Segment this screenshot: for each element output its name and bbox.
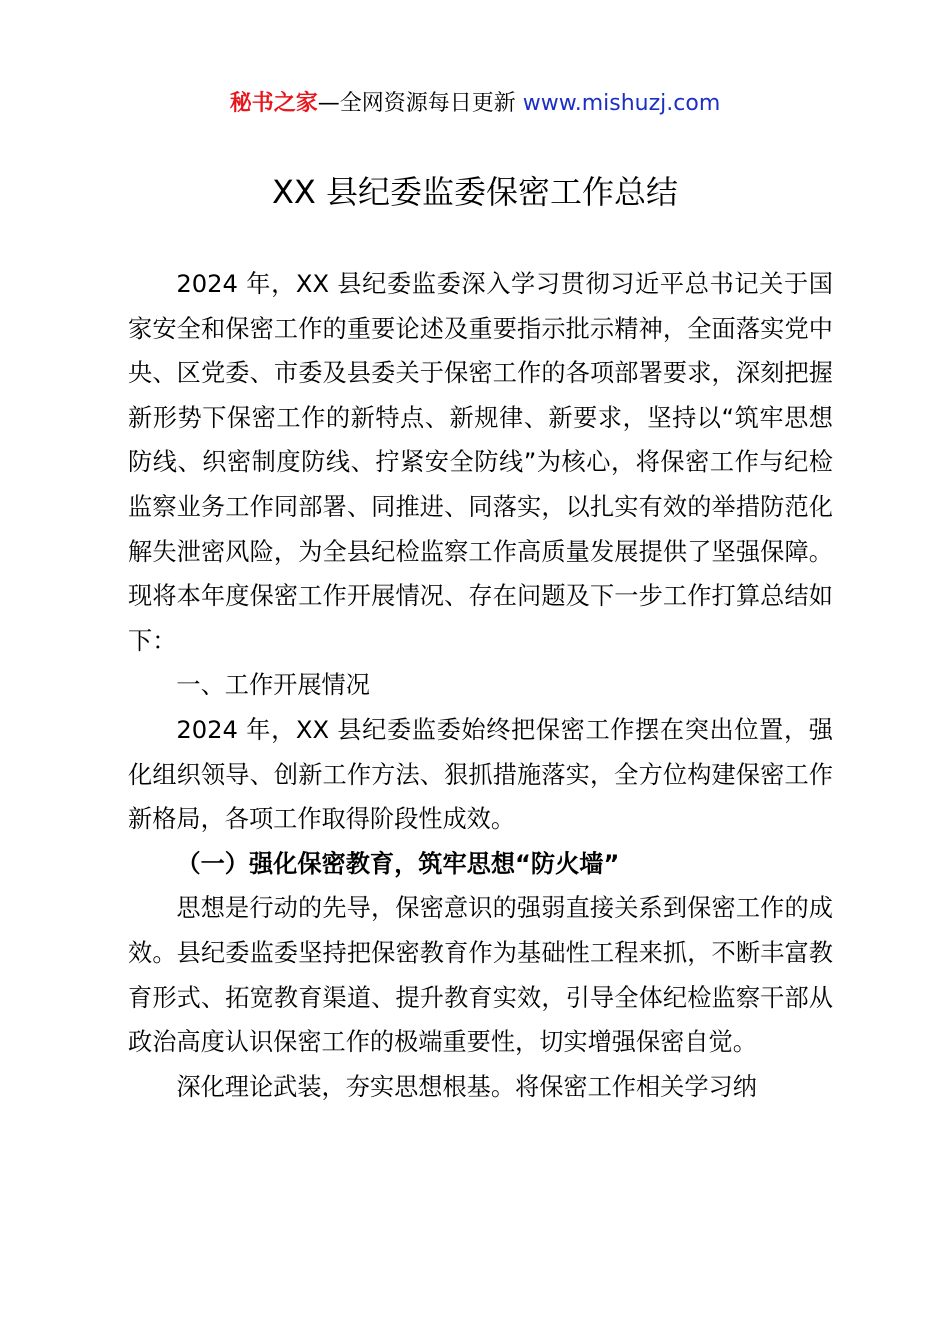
banner-tagline: —全网资源每日更新 (317, 91, 523, 116)
site-banner (0, 88, 950, 120)
subsection-heading: （一）强化保密教育，筑牢思想“防火墙” (176, 849, 620, 878)
paragraph-section-intro: 2024 年，XX 县纪委监委始终把保密工作摆在突出位置，强化组织领导、创新工作方法、狠抓措施落实，全方位构建保密工作新格局，各项工作取得阶段性成效。 (128, 715, 833, 834)
paragraph-education: 思想是行动的先导，保密意识的强弱直接关系到保密工作的成效。县纪委监委坚持把保密教育作为基础性工程来抓，不断丰富教育形式、拓宽教育渠道、提升教育实效，引导全体纪检监察干部从政治高度认识保密工作的极端重要性，切实增强保密自觉。 (128, 894, 833, 1057)
document-body (128, 262, 833, 1109)
section-heading: 一、工作开展情况 (176, 671, 370, 700)
paragraph-theory: 深化理论武装，夯实思想根基。将保密工作相关学习纳 (176, 1072, 757, 1101)
document-title: XX 县纪委监委保密工作总结 (271, 173, 679, 211)
brand-name: 秘书之家 (229, 91, 318, 116)
banner-url[interactable]: www.mishuzj.com (522, 91, 721, 116)
paragraph-intro: 2024 年，XX 县纪委监委深入学习贯彻习近平总书记关于国家安全和保密工作的重要论述及重要指示批示精神，全面落实党中央、区党委、市委及县委关于保密工作的各项部署要求，深刻把握新形势下保密工作的新特点、新规律、新要求，坚持以“筑牢思想防线、织密制度防线、拧紧安全防线”为核心，将保密工作与纪检监察业务工作同部署、同推进、同落实，以扎实有效的举措防范化解失泄密风险，为全县纪检监察工作高质量发展提供了坚强保障。现将本年度保密工作开展情况、存在问题及下一步工作打算总结如下： (128, 270, 833, 655)
